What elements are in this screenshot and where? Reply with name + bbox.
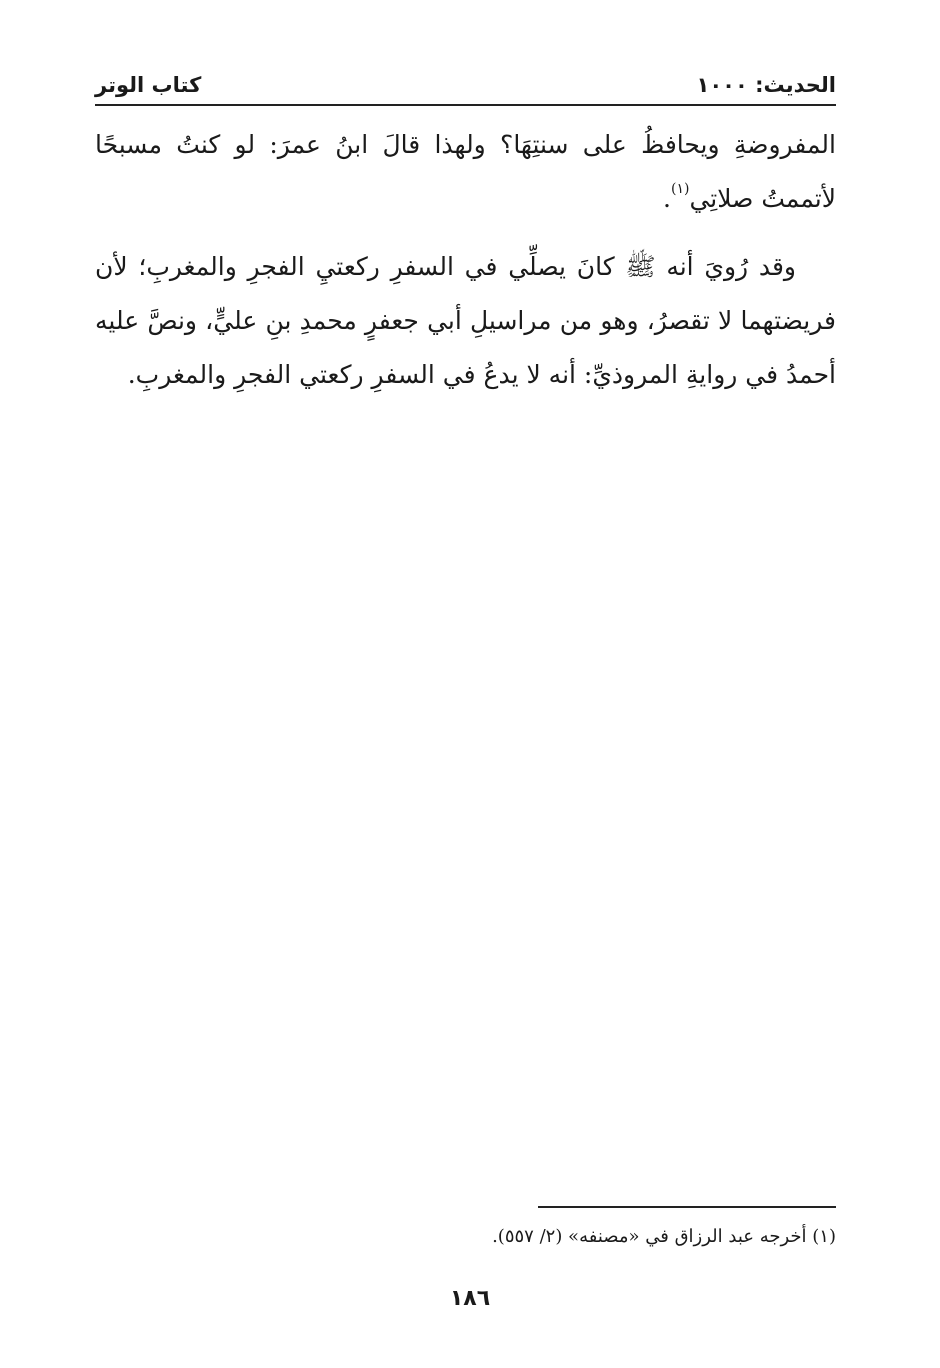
hadith-number-label: الحديث: ١٠٠٠: [696, 73, 836, 97]
paragraph-1-text: المفروضةِ ويحافظُ على سنتِهَا؟ ولهذا قالَ ابنُ عمرَ: لو كنتُ مسبحًا لأتممتُ صلاتِي: [95, 130, 836, 213]
paragraph-1: [95, 118, 836, 226]
book-title-label: كتاب الوتر: [95, 73, 202, 97]
header-divider: [95, 104, 836, 106]
footnote-divider: [538, 1206, 836, 1208]
running-header: [95, 68, 836, 102]
footnote-marker[interactable]: (١): [670, 181, 690, 197]
page-number: ١٨٦: [449, 1286, 491, 1311]
main-text: [95, 118, 836, 402]
paragraph-1-end: .: [663, 184, 671, 213]
footnote: (١) أخرجه عبد الرزاق في «مصنفه» (٢/ ٥٥٧).: [492, 1226, 836, 1247]
paragraph-2: وقد رُويَ أنه ﷺ كانَ يصلِّي في السفرِ ركعتيِ الفجرِ والمغربِ؛ لأن فريضتهما لا تقصرُ، وهو من مراسيلِ أبي جعفرٍ محمدِ بنِ عليٍّ، ونصَّ عليه أحمدُ في روايةِ المروذيِّ: أنه لا يدعُ في السفرِ ركعتي الفجرِ والمغربِ.: [95, 252, 836, 389]
